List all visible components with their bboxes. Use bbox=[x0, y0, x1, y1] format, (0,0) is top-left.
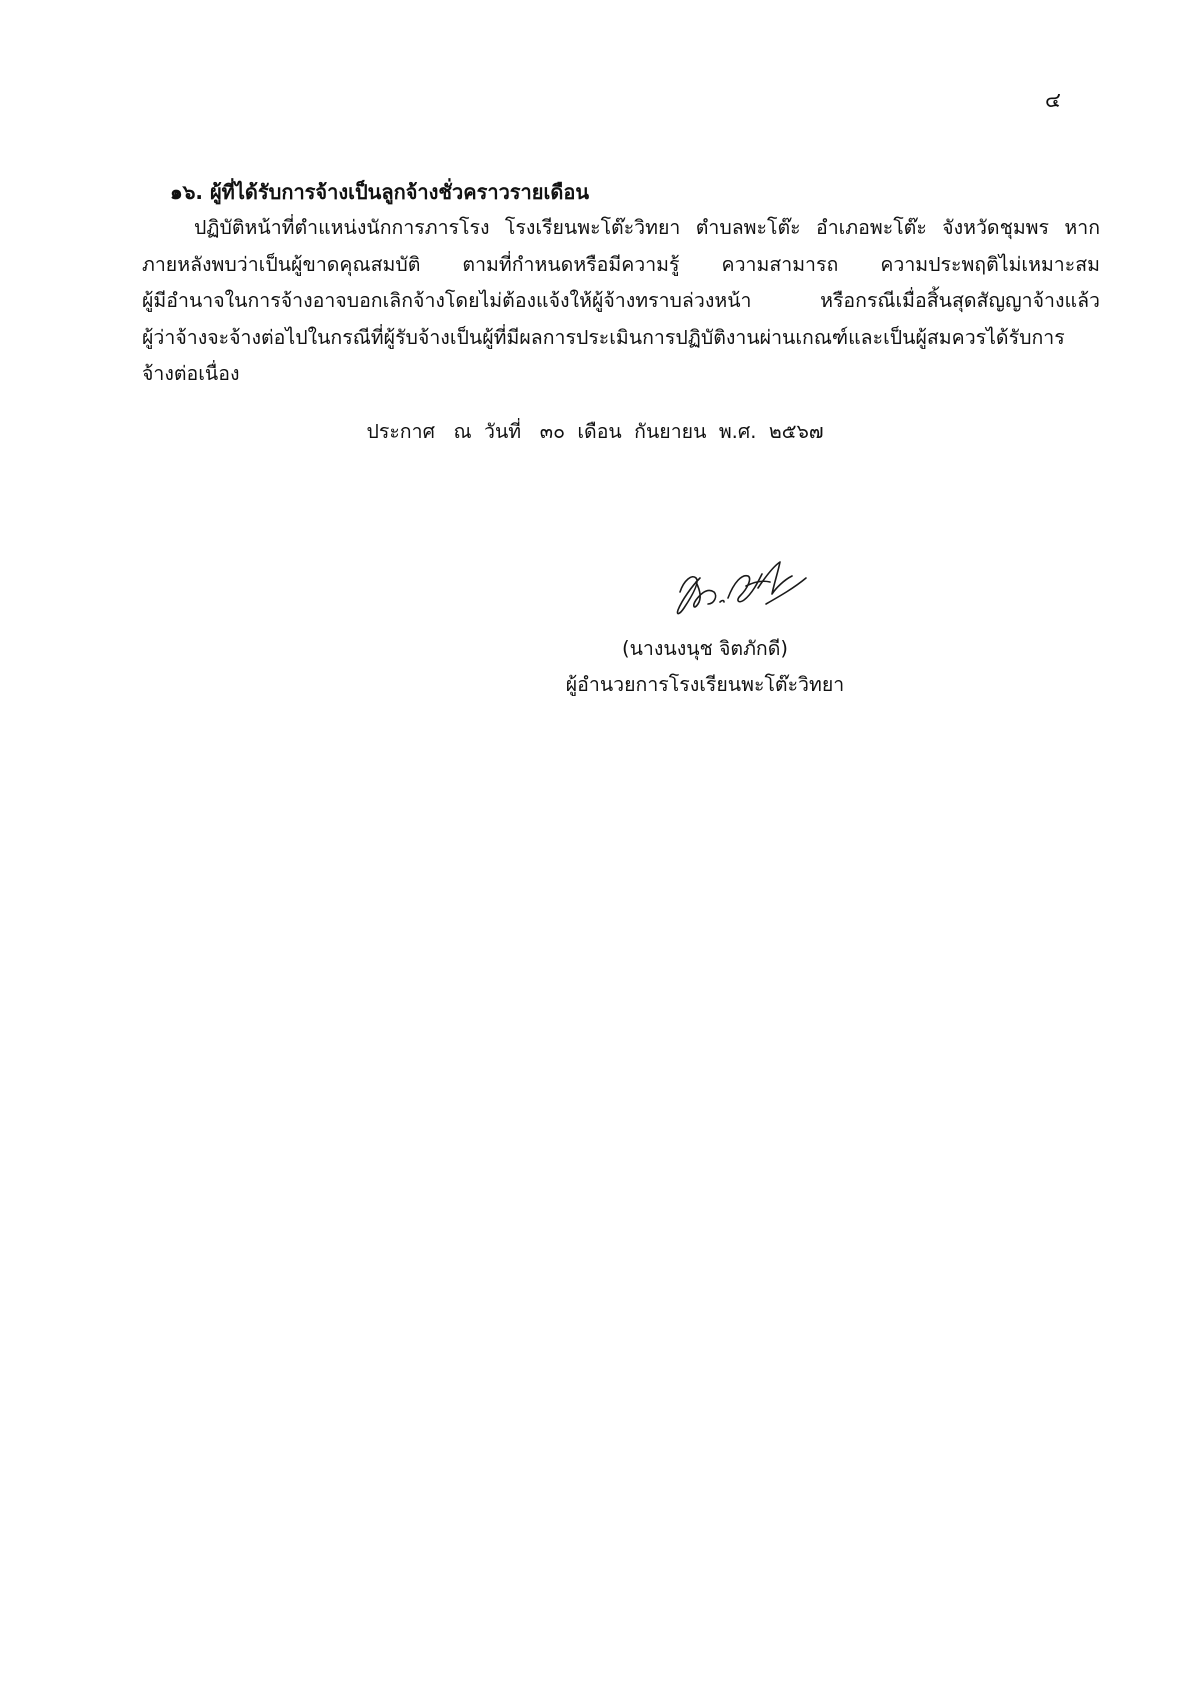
paragraph-line: ภายหลังพบว่าเป็นผู้ขาดคุณสมบัติ ตามที่กำหนดหรือมีความรู้ ความสามารถ ความประพฤติไม่เหมาะสม bbox=[142, 252, 1100, 276]
handwritten-signature-icon bbox=[662, 552, 822, 624]
paragraph-line: ผู้ว่าจ้างจะจ้างต่อไปในกรณีที่ผู้รับจ้างเป็นผู้ที่มีผลการประเมินการปฏิบัติงานผ่านเกณฑ์และเป็นผู้สมควรได้รับการ bbox=[142, 325, 1065, 349]
announcement-date-line: ประกาศ ณ วันที่ ๓๐ เดือน กันยายน พ.ศ. ๒๕๖๗ bbox=[366, 420, 824, 443]
paragraph-line: ปฏิบัติหน้าที่ตำแหน่งนักการภารโรง โรงเรียนพะโต๊ะวิทยา ตำบลพะโต๊ะ อำเภอพะโต๊ะ จังหวัดชุมพร หาก bbox=[194, 216, 1100, 239]
paragraph-line: ผู้มีอำนาจในการจ้างอาจบอกเลิกจ้างโดยไม่ต้องแจ้งให้ผู้จ้างทราบล่วงหน้า หรือกรณีเมื่อสิ้นสุดสัญญาจ้างแล้ว bbox=[142, 289, 1100, 312]
signer-title: ผู้อำนวยการโรงเรียนพะโต๊ะวิทยา bbox=[565, 673, 845, 696]
signer-name: (นางนงนุช จิตภักดี) bbox=[621, 637, 789, 660]
page-number: ๔ bbox=[1045, 88, 1061, 112]
section-heading: ๑๖. ผู้ที่ได้รับการจ้างเป็นลูกจ้างชั่วคราวรายเดือน bbox=[170, 180, 590, 204]
section-paragraph bbox=[142, 210, 1100, 393]
paragraph-line: จ้างต่อเนื่อง bbox=[142, 362, 240, 385]
